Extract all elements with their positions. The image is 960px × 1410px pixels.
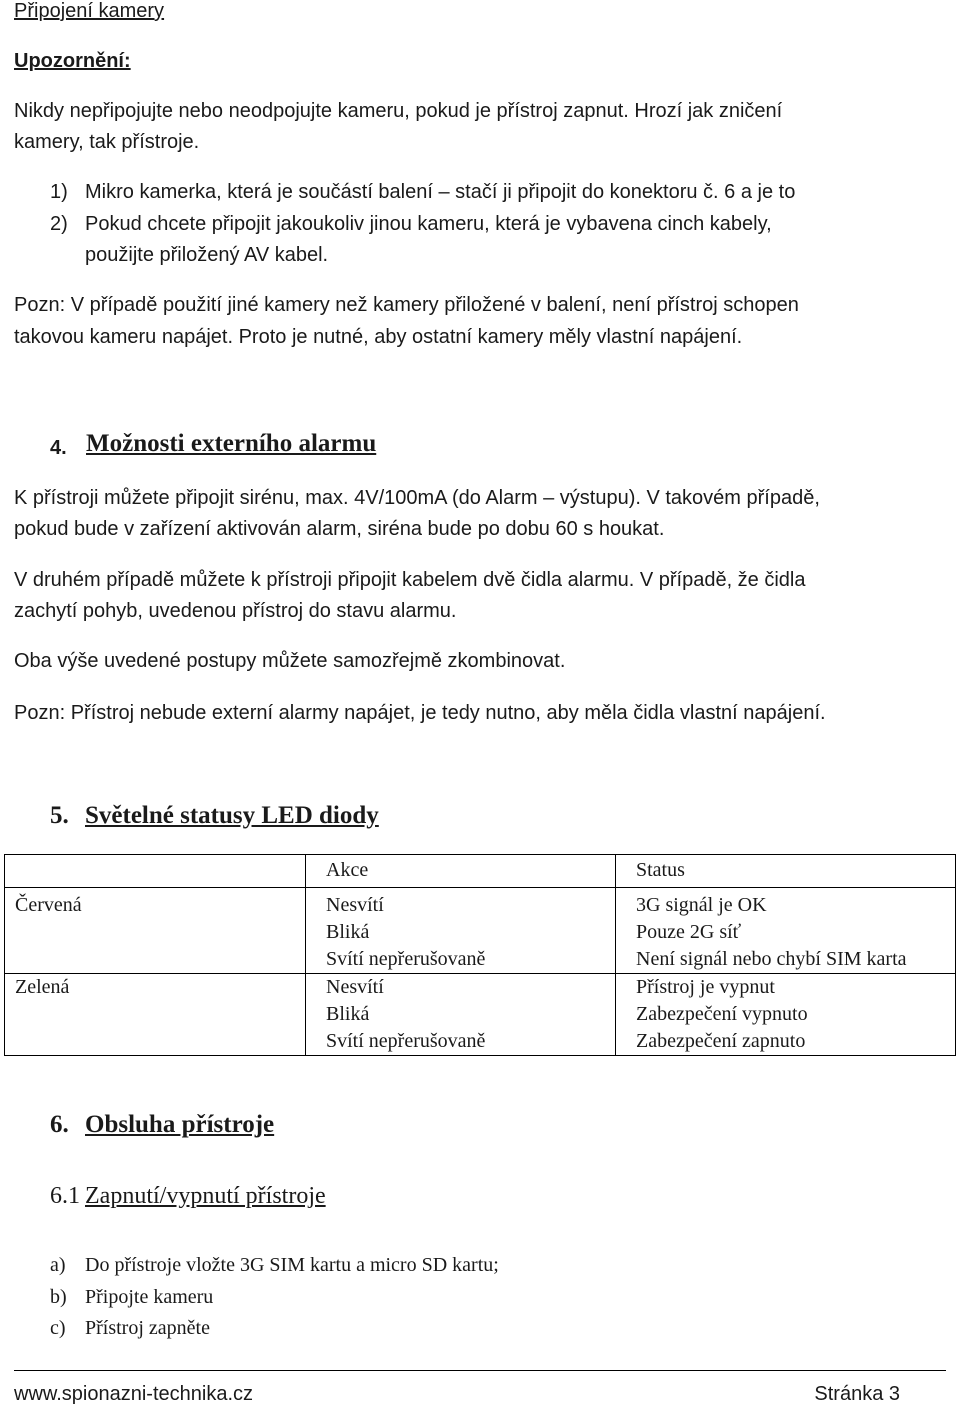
action-cell xyxy=(306,974,616,1056)
section4-p2-line2: zachytí pohyb, uvedenou přístroj do stavu alarmu. xyxy=(14,600,457,622)
step-num-a: a) xyxy=(50,1254,66,1276)
camera-list-num-2: 2) xyxy=(50,213,68,235)
status-cell xyxy=(616,888,956,974)
footer-url: www.spionazni-technika.cz xyxy=(14,1383,253,1405)
led-color-cell xyxy=(5,888,306,974)
led-status-table xyxy=(4,854,956,1056)
camera-list-item-2: Pokud chcete připojit jakoukoliv jinou kameru, která je vybavena cinch kabely, xyxy=(85,213,772,235)
step-num-c: c) xyxy=(50,1317,66,1339)
section4-title: Možnosti externího alarmu xyxy=(86,430,377,457)
action-cell xyxy=(306,888,616,974)
warning-text-line2: kamery, tak přístroje. xyxy=(14,131,200,153)
section4-p3: Oba výše uvedené postupy můžete samozřejmě zkombinovat. xyxy=(14,650,566,672)
camera-note-line1: Pozn: V případě použití jiné kamery než kamery přiložené v balení, není přístroj schopen xyxy=(14,294,799,316)
camera-list-num-1: 1) xyxy=(50,181,68,203)
led-color-green: Zelená xyxy=(15,976,70,998)
section4-p4: Pozn: Přístroj nebude externí alarmy napájet, je tedy nutno, aby měla čidla vlastní napájení. xyxy=(14,702,826,724)
status-item: Přístroj je vypnut xyxy=(636,976,775,998)
step-item: Přístroj zapněte xyxy=(85,1317,210,1339)
status-cell xyxy=(616,974,956,1056)
table-header-led xyxy=(5,855,306,888)
camera-list-item-2-cont: použijte přiložený AV kabel. xyxy=(85,244,329,266)
section4-p1-line2: pokud bude v zařízení aktivován alarm, siréna bude po dobu 60 s houkat. xyxy=(14,518,665,540)
camera-note-line2: takovou kameru napájet. Proto je nutné, aby ostatní kamery měly vlastní napájení. xyxy=(14,326,743,348)
action-item: Bliká xyxy=(326,921,370,943)
action-item: Svítí nepřerušovaně xyxy=(326,948,486,970)
section5-title: Světelné statusy LED diody xyxy=(85,802,379,829)
section4-p2-line1: V druhém případě můžete k přístroji připojit kabelem dvě čidla alarmu. V případě, že čidla xyxy=(14,569,806,591)
section6-1-title: Zapnutí/vypnutí přístroje xyxy=(85,1183,326,1209)
led-color-cell xyxy=(5,974,306,1056)
status-item: Zabezpečení zapnuto xyxy=(636,1030,806,1052)
section6-title: Obsluha přístroje xyxy=(85,1111,275,1138)
led-color-red: Červená xyxy=(15,894,82,916)
table-row xyxy=(5,888,956,974)
footer-page-number: Stránka 3 xyxy=(814,1383,900,1405)
table-header-status: Status xyxy=(616,855,956,888)
section4-number: 4. xyxy=(50,437,67,459)
camera-list-item-1: Mikro kamerka, která je součástí balení – stačí ji připojit do konektoru č. 6 a je to xyxy=(85,181,796,203)
status-item: Pouze 2G síť xyxy=(636,921,742,943)
warning-label: Upozornění: xyxy=(14,50,131,72)
action-item: Nesvítí xyxy=(326,976,384,998)
step-item: Připojte kameru xyxy=(85,1286,214,1308)
step-item: Do přístroje vložte 3G SIM kartu a micro SD kartu; xyxy=(85,1254,499,1276)
warning-text-line1: Nikdy nepřipojujte nebo neodpojujte kameru, pokud je přístroj zapnut. Hrozí jak zničení xyxy=(14,100,783,122)
table-header-action: Akce xyxy=(306,855,616,888)
action-item: Bliká xyxy=(326,1003,370,1025)
section5-number: 5. xyxy=(50,802,69,829)
action-item: Svítí nepřerušovaně xyxy=(326,1030,486,1052)
status-item: 3G signál je OK xyxy=(636,894,767,916)
section4-p1-line1: K přístroji můžete připojit sirénu, max. 4V/100mA (do Alarm – výstupu). V takovém případě, xyxy=(14,487,820,509)
top-heading: Připojení kamery xyxy=(14,0,165,22)
status-item: Není signál nebo chybí SIM karta xyxy=(636,948,907,970)
step-num-b: b) xyxy=(50,1286,67,1308)
section6-number: 6. xyxy=(50,1111,69,1138)
section6-1-number: 6.1 xyxy=(50,1183,80,1209)
table-row xyxy=(5,974,956,1056)
table-header-row xyxy=(5,855,956,888)
status-item: Zabezpečení vypnuto xyxy=(636,1003,808,1025)
footer-divider xyxy=(14,1370,946,1371)
action-item: Nesvítí xyxy=(326,894,384,916)
